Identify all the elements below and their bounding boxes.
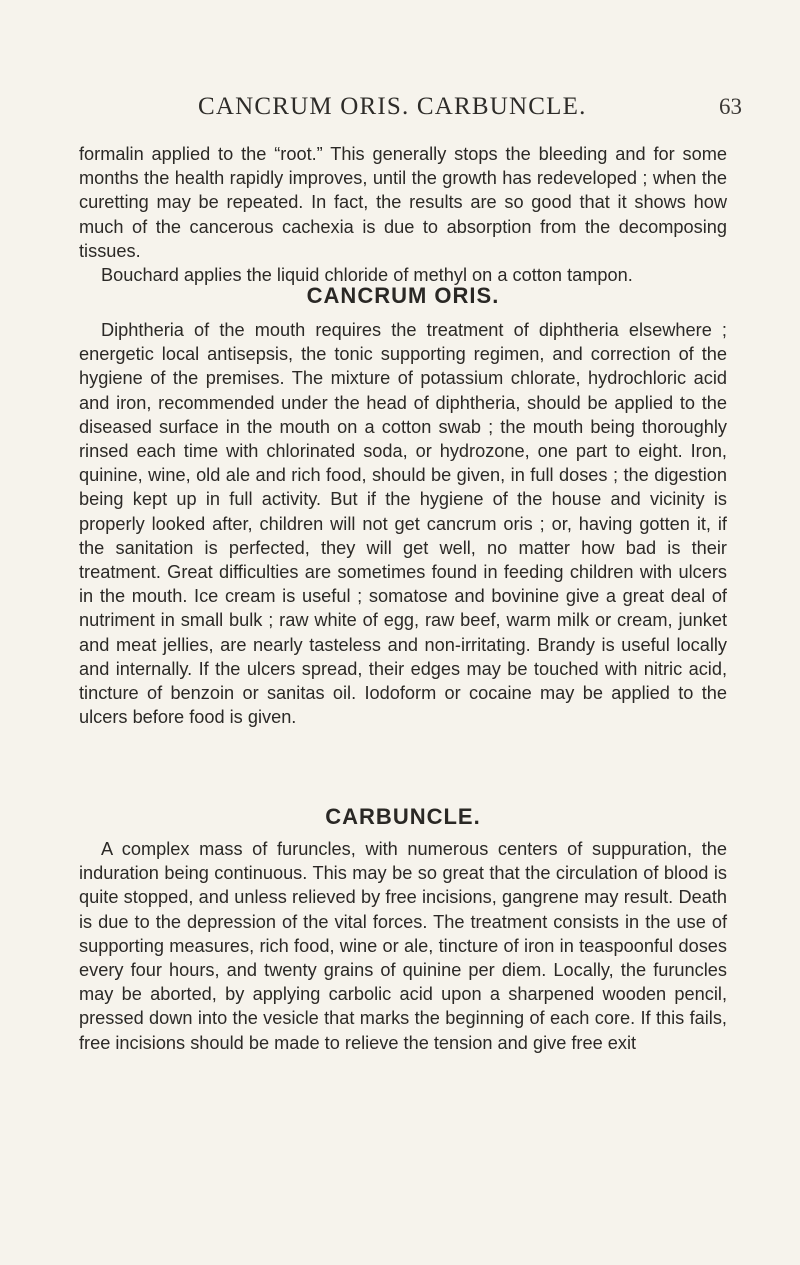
page-number: 63: [719, 94, 742, 119]
continuation-section: [79, 142, 727, 287]
cancrum-oris-section: [79, 318, 727, 729]
bouchard-paragraph: Bouchard applies the liquid chloride of methyl on a cotton tampon.: [101, 265, 633, 286]
carbuncle-section: [79, 837, 727, 1055]
carbuncle-paragraph: A complex mass of furuncles, with numerous centers of suppuration, the induration being continuous. This may be so great that the circulation of blood is quite stopped, and unless relieved by free incisions, gangrene may result. Death is due to the depression of the vital forces. The treatment consists in the use of supporting measures, rich food, wine or ale, tincture of iron in teaspoonful doses every four hours, and twenty grains of quinine per diem. Locally, the furuncles may be aborted, by applying carbolic acid upon a sharpened wooden pencil, pressed down into the vesicle that marks the beginning of each core. If this fails, free incisions should be made to relieve the tension and give free exit: [79, 839, 727, 1053]
page-header: [0, 92, 800, 128]
carbuncle-heading: CARBUNCLE.: [325, 804, 481, 829]
running-title: CANCRUM ORIS. CARBUNCLE.: [198, 93, 587, 120]
continuation-paragraph: formalin applied to the “root.” This generally stops the bleeding and for some months the health rapidly improves, until the growth has redeveloped ; when the curetting may be repeated. In fact, the results are so good that it shows how much of the cancerous cachexia is due to absorption from the decomposing tissues.: [79, 144, 727, 261]
cancrum-oris-heading: CANCRUM ORIS.: [306, 283, 500, 308]
cancrum-oris-paragraph: Diphtheria of the mouth requires the treatment of diphtheria elsewhere ; energetic local antisepsis, the tonic supporting regimen, and correction of the hygiene of the premises. The mixture of potassium chlorate, hydrochloric acid and iron, recommended under the head of diphtheria, should be applied to the diseased surface in the mouth on a cotton swab ; the mouth being thoroughly rinsed each time with chlorinated soda, or hydrozone, one part to eight. Iron, quinine, wine, old ale and rich food, should be given, in full doses ; the digestion being kept up in full activity. But if the hygiene of the house and vicinity is properly looked after, children will not get cancrum oris ; or, having gotten it, if the sanitation is perfected, they will get well, no matter how bad is their treatment. Great difficulties are sometimes found in feeding children with ulcers in the mouth. Ice cream is useful ; somatose and bovinine give a great deal of nutriment in small bulk ; raw white of egg, raw beef, warm milk or cream, junket and meat jellies, are nearly tasteless and non-irritating. Brandy is useful locally and internally. If the ulcers spread, their edges may be touched with nitric acid, tincture of benzoin or sanitas oil. Iodoform or cocaine may be applied to the ulcers before food is given.: [79, 320, 727, 728]
